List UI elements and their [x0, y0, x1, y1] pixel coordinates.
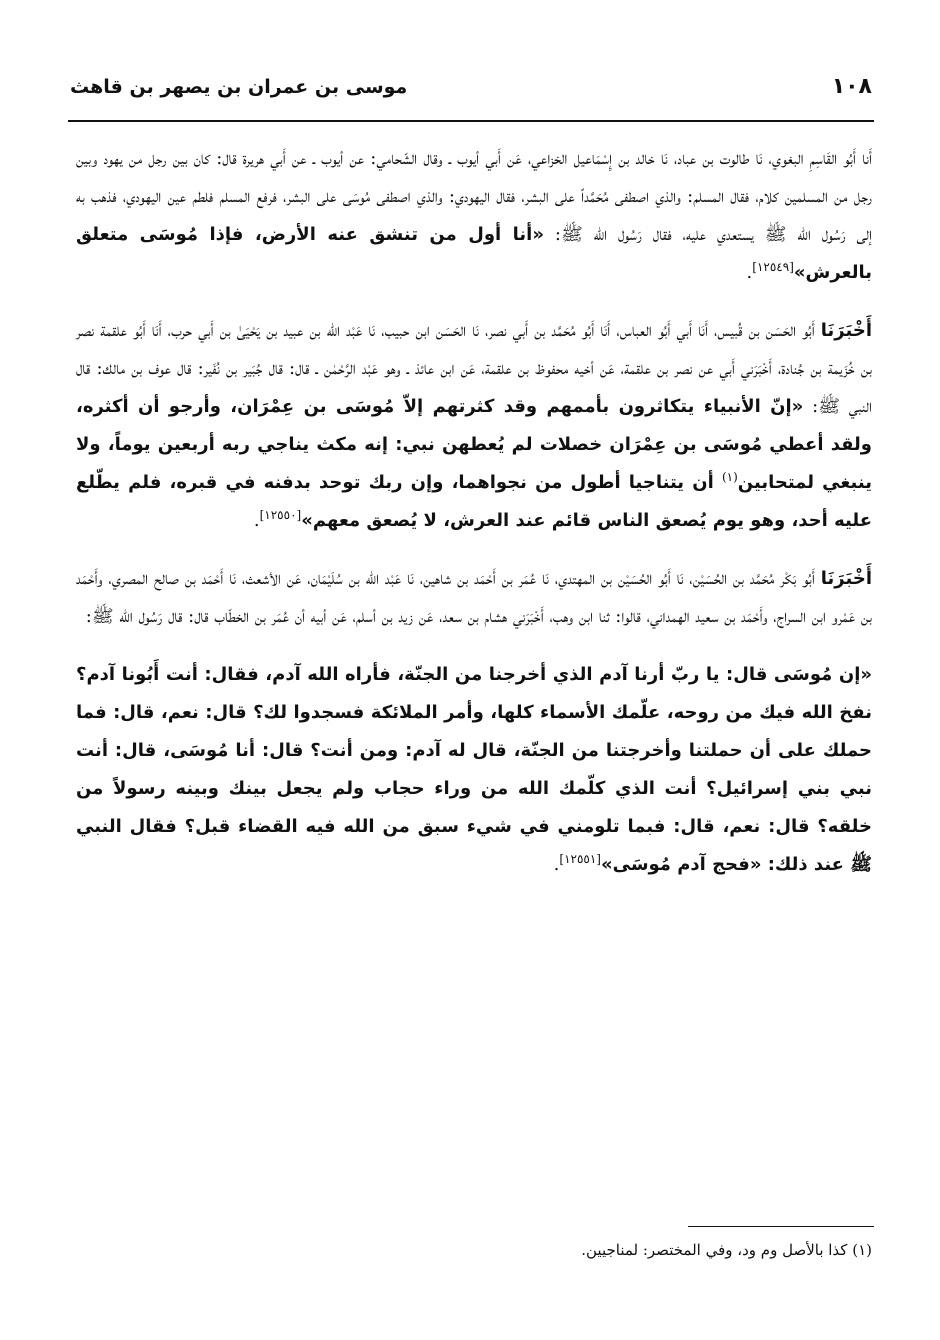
- paragraph-2: [76, 312, 872, 540]
- akhbarana-lead: أَخْبَرَنَا: [820, 320, 872, 341]
- page-header: [70, 74, 872, 108]
- running-title: موسى بن عمران بن يصهر بن قاهث: [70, 76, 408, 98]
- hadith-number: [١٢٥٥١]: [559, 852, 601, 866]
- narration-chain: أَبُو بَكْر مُحَمَّد بن الحُسَيْن، نَا أَبُو الحُسَيْن بن المهتدي، نَا عُمَر بن أَحْمَد بن شاهين، نَا عَبْد اللّه بن سُلَيْمَان، عَن الأشعث، نَا أَحْمَد بن صالح المصري، وأَحْمَد بن عَمْرو ابن السراج، وأَحْمَد بن سعيد الهمداني، قالوا: ثنا ابن وهب، أَخْبَرَني هشام بن سعد، عَن زيد بن أسلم، عَن أبيه أن عُمَر بن الخطّاب قال: قال رَسُول الله ﷺ:: [76, 568, 872, 627]
- page-body: [76, 140, 872, 884]
- hadith-text: «أنا أول من تنشق عنه الأرض، فإذا مُوسَى متعلق بالعرش»: [76, 224, 872, 283]
- paragraph-end: .: [553, 854, 560, 875]
- paragraph-end: .: [253, 510, 260, 531]
- footnote-number: (١): [852, 1241, 872, 1259]
- page-number: ١٠٨: [831, 74, 872, 99]
- hadith-text: «إن مُوسَى قال: يا ربّ أرنا آدم الذي أخرجنا من الجنّة، فأراه الله آدم، فقال: أنت أَبُونا آدم؟ نفخ الله فيك من روحه، علّمك الأسماء كلها، وأمر الملائكة فسجدوا لك؟ قال: نعم، قال: فما حملك على أن حملتنا وأخرجتنا من الجنّة، قال له آدم: ومن أنت؟ قال: أنا مُوسَى، قال: أنت نبي بني إسرائيل؟ أنت الذي كلّمك الله من وراء حجاب ولم يجعل بينك وبينه رسولاً من خلقه؟ قال: نعم، قال: فبما تلومني في شيء سبق من الله فيه القضاء قبل؟ فقال النبي ﷺ عند ذلك: «فحج آدم مُوسَى»: [76, 664, 872, 875]
- akhbarana-lead: أَخْبَرَنَا: [820, 568, 872, 589]
- narration-chain: أَنا أَبُو القَاسِمِ البغوي، نَا طالوت بن عباد، نَا خالد بن إِسْمَاعيل الخزاعي، عَن أَبي أيوب ـ وقال الشّحامي: عن أيوب ـ عن أَبي هريرة قال: كان بين رجل من يهود وبين رجل من المسلمين كلام، فقال المسلم: والذي اصطفى مُحَمَّداً على البشر، فقال اليهودي: والذي اصطفى مُوسَى على البشر، فرفع المسلم فلطم عين اليهودي، فذهب به إلى رَسُول الله ﷺ يستعدي عليه، فقال رَسُول الله ﷺ:: [76, 148, 872, 245]
- hadith-number: [١٢٥٤٩]: [752, 260, 794, 274]
- paragraph-3: [76, 560, 872, 636]
- narration-chain: أَبُو الحَسَن بن قُبيس، أَنَا أَبي أَبُو العباس، أَنَا أَبُو مُحَمَّد بن أَبي نصر، نَا الحَسَن ابن حبيب، نَا عَبْد اللّه بن عبيد بن يَحْيَىٰ بن أَبي حرب، أَنَا أَبُو علقمة نصر بن خُزَيمة بن جُنادة، أَخْبَرَني أَبي عن نصر بن علقمة، عَن أخيه محفوظ بن علقمة، عَن ابن عائذ ـ وهو عَبْد الرَّحْمٰن ـ قال: قال جُبَير بن نُفَير: قال عوف بن مالك: قال النبي ﷺ:: [76, 320, 872, 417]
- footnote-rule: [688, 1226, 874, 1227]
- footnote: [400, 1238, 872, 1262]
- footnote-marker: (١): [721, 470, 738, 484]
- hadith-number: [١٢٥٥٠]: [259, 508, 302, 522]
- hadith-text-continued: أن يتناجيا أطول من نجواهما، وإن ربك توحد بدفنه في قبره، فلم يطّلع عليه أحد، وهو يوم يُصعق الناس قائم عند العرش، لا يُصعق معهم»: [76, 472, 872, 531]
- paragraph-end: .: [746, 262, 753, 283]
- hadith-text: «إنّ الأنبياء يتكاثرون بأممهم وقد كثرتهم إلاّ مُوسَى بن عِمْرَان، وأرجو أن أكثره، ولقد أعطي مُوسَى بن عِمْرَان خصلات لم يُعطهن نبي: إنه مكث يناجي ربه أربعين يوماً، ولا ينبغي لمتحابين: [76, 396, 872, 493]
- paragraph-4: [76, 656, 872, 884]
- footnote-text: كذا بالأصل وم ود، وفي المختصر: لمناجيين.: [581, 1241, 853, 1259]
- header-rule: [68, 120, 874, 122]
- paragraph-1: [76, 140, 872, 292]
